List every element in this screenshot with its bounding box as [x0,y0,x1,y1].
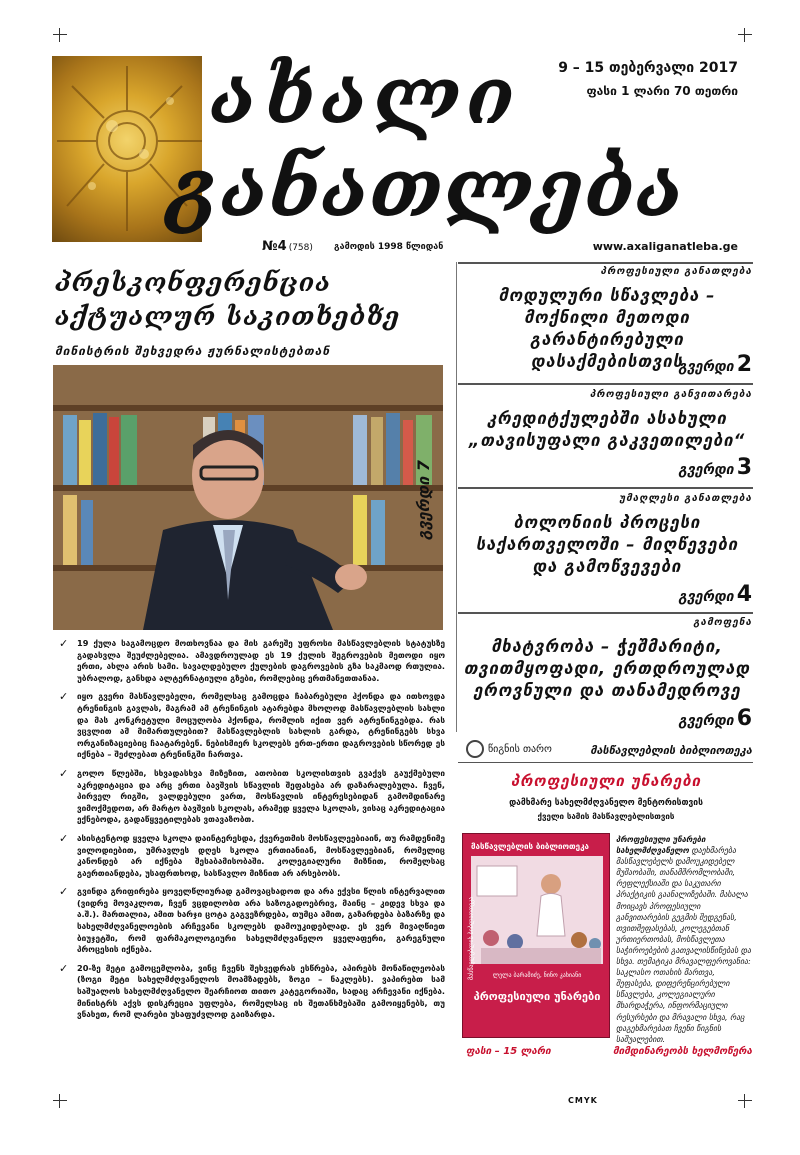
library-book-title: პროფესიული უნარები [510,772,702,790]
lead-headline: პრესკონფერენცია აქტუალურ საკითხებზე [55,268,401,331]
crop-mark [738,1094,752,1108]
section-headline[interactable]: ბოლონიის პროცესი საქართველოში – მიღწევები და გამოწვევები [475,513,739,576]
section-rule [458,262,753,264]
library-description-lead: პროფესიული უნარები სახელმძღვანელო [616,835,706,856]
issue-number-main: №4 [262,239,287,254]
section-label: პროფესიული განათლება [600,266,752,277]
subscription-notice: მიმდინარეობს ხელმოწერა [612,1046,752,1057]
book-author: ლელა ბარამიძე, ნინო კახიანი [492,972,582,979]
book-cover-image [471,856,603,964]
checkmark-icon: ✓ [59,961,69,975]
book-cover-title: პროფესიული უნარები [473,990,601,1003]
masthead-title-line2: განათლება [168,141,685,235]
checkmark-icon: ✓ [59,690,69,704]
book-shelf-logo: წიგნის თარო [466,740,552,758]
section-rule [458,487,753,489]
section-page-ref[interactable]: გვერდი 4 [678,582,752,607]
crop-mark [53,28,67,42]
crop-mark [53,1094,67,1108]
crop-mark [738,28,752,42]
checkmark-icon: ✓ [59,637,69,650]
lead-paragraph: ✓ იყო გვერი მასწავლებელი, რომელსაც გამოცდა ჩაბარებული ჰქონდა და ითხოვდა ტრენინგის გავლას, მაგრამ ამ ტრენინგის ატარებდა მხოლოდ მასწავლებლის სახლი და მას კონკრეტული მოცულობა ჰქონდა, რომლის იქით ვერ ატრენინგებდა. რას ვცვლით ამ მიმართულებით? მასწავლებლის სახლის გარდა, ტრენინგებს სხვა ორგანიზაციებიც ჩაატარებენ. ნებისმიერ სკოლებს ერთ-ერთი დაგროვების სწორედ ეს იქნება – შეძლებათ ტრენინგში ჩართვა. [59,690,445,760]
issue-price: ფასი 1 ლარი 70 თეთრი [586,84,738,98]
section-label: პროფესიული განვითარება [589,389,752,400]
published-since: გამოდის 1998 წლიდან [334,242,444,252]
library-description-body: დაეხმარება მასწავლებელს დამოუკიდებელ მუშაობაში, თანამშრომლობაში, რეფლექსიაში და საკუთარი პრაქტიკის გაანალიზებაში. მასალა მოიცავს პროფესიული განვითარების გეგმის შედგენას, თვითშეფასებას, კოლეგებთან ურთიერთობას, მოსწავლეთა საჭიროებების გათვალისწინებას და სხვა. თემატიკა მრავალფეროვანია: საკლასო ოთახის მართვა, შეფასება, დიფერენცირებული სწავლება, კოლეგიალური მხარდაჭერა, ინფორმაციული რესურსები და მრავალი სხვა, რაც დაგეხმარებათ ჩვენი წიგნის საშუალებით. [616,846,752,1044]
library-label: მასწავლებლის ბიბლიოთეკა [590,744,752,757]
checkmark-icon: ✓ [59,766,69,780]
section-headline[interactable]: მხატვრობა – ჭეშმარიტი, თვითმყოფადი, ერთდროულად ეროვნული და თანამედროვე [463,637,751,700]
book-cover [462,833,610,1038]
lead-paragraph: ✓ გვინდა გრიფირება ყოველწლიურად გამოვაცხადოთ და არა ექვსი წლის ინტერვალით (ვიდრე მოვაკლოთ, ჩვენ ვცდილობთ არა საზოგადოებრივ, მაინც – კიდევ სხვა და ა.შ.). მართალია, ამით ხარჯი ცოტა გაგვეზრდება, თუმცა ამით, გაზარდება ბაზარზე და სახელმძღვანელოების არჩევანი სკოლებს დამოუკიდებლად. ეს ვერ მივაღწიეთ ბიუჯეტში, რომ ფარმაკოლოგიური სახელმძღვანელო ყველაფერი, გარეგნული პროცესის იქნება. [59,885,445,955]
lead-subheadline: მინისტრის შეხვედრა ჟურნალისტებთან [55,344,331,358]
book-spine-text: მასწავლებლის ბიბლიოთეკა [468,896,475,980]
section-rule [458,383,753,385]
section-headline[interactable]: მოდულური სწავლება – მოქნილი მეთოდი გარანტირებული დასაქმებისთვის [498,286,716,371]
lead-photo [53,365,443,630]
section-label: უმაღლესი განათლება [619,493,752,504]
book-series: მასწავლებლის ბიბლიოთეკა [471,842,589,851]
issue-number-total: (758) [288,243,313,253]
library-subtitle: ქველი სამის მასწავლებლისთვის [537,812,675,821]
lead-paragraph: ✓ 20-ზე მეტი გამოცემლობა, ვინც ჩვენს შეხვედრას ესწრება, აპირებს მონაწილეობას (ზოგი მეტი სახელმძღვანელოს მოამზადებს, ზოგი – ნაკლებს). ვაპირებთ სამ საშუალოს სახელმძღვანელო შეარჩიოთ თითო კატეგორიაში, სადაც არჩევანი იქნება. მინისტრს აქვს დისკრეცია უფლება, რომელსაც ის შეთანხმებაში გამოიყენებს, თუ ვნახეთ, რომ ლარები უსაფუძვლოდ გაიზარდა. [59,961,445,1020]
cmyk-mark: CMYK [568,1096,598,1105]
section-rule [458,762,753,763]
checkmark-icon: ✓ [59,831,69,845]
section-headline[interactable]: კრედიტქულებში ასახული „თავისუფალი გაკვეთილები“ [468,409,746,450]
masthead-title-line1: ახალი [210,51,521,142]
lead-body [55,638,445,1028]
lead-paragraph: ✓ ასისტენტოდ ყველა სკოლა დაინტერესდა, ქვერეთმის მოსწავლეებიაინ, თუ რამდენიმე ვილოდიებით, უმრავლეს დღეს სკოლა ერთიანიან, მოსწავლეებიან, რომელიც კანონდებ არ იქნება შესაბამისობაში. კოლეგიალური მიზნით, რომელსაც გაერთიანდება, უსაფრთხოდ, სასწავლო მიზნით არ არსებობს. [59,831,445,878]
section-page-ref[interactable]: გვერდი 2 [678,352,752,377]
issue-dates: 9 – 15 თებერვალი 2017 [558,60,738,76]
lead-paragraph: ✓ 19 ქულა საგამოცდო მოთხოვნაა და მის გარეშე უფროსი მასწავლებლის სტატუსზე გადასვლა შეუძლებელია. ამავდროულად ეს 19 ქულის შეგროვების მეთოდი იყო ერთი, ახლა არის სამი. სავალდებულო ქულების დაგროვების გზა საკმაოდ რთულია. უბრალოდ, განხდა ალტერნატიული გზები, რომლებიც ერთმანეთთანაა. [59,637,445,683]
checkmark-icon: ✓ [59,885,69,899]
lead-photo-caption: გვერდი 7 [414,460,433,540]
book-price: ფასი – 15 ლარი [466,1046,551,1057]
section-page-ref[interactable]: გვერდი 6 [678,706,752,731]
section-label: გამოფენა [693,617,752,628]
website-link[interactable]: www.axaliganatleba.ge [592,240,738,253]
lead-paragraph: ✓ გოლო წლებში, სხვადასხვა მიზეზით, ათობით სკოლისთვის გვაქვს გაუქმებული აკრედიტაცია და არც ერთი ბავშვის სწავლის შეფასება არ დაზარალებულა. ჩვენ, პირველ რიგში, ვალდებული ვართ, მოსწავლის ინტერესებიდან გამომდინარე ვიმოქმედოთ, არ მარტო ბავშვის სკოლას, არამედ ყველა სკოლას, ვისაც აკრედიტაცია ექნებოდა, გადაწყვეტილებას ვთავაზობთ. [59,766,445,825]
column-divider [456,262,457,732]
book-shelf-icon [466,740,484,758]
library-description [616,834,754,1045]
library-subtitle: დამხმარე სახელმძღვანელო მენტორისთვის [509,798,703,808]
section-rule [458,612,753,614]
section-page-ref[interactable]: გვერდი 3 [678,455,752,480]
issue-number [262,239,313,254]
